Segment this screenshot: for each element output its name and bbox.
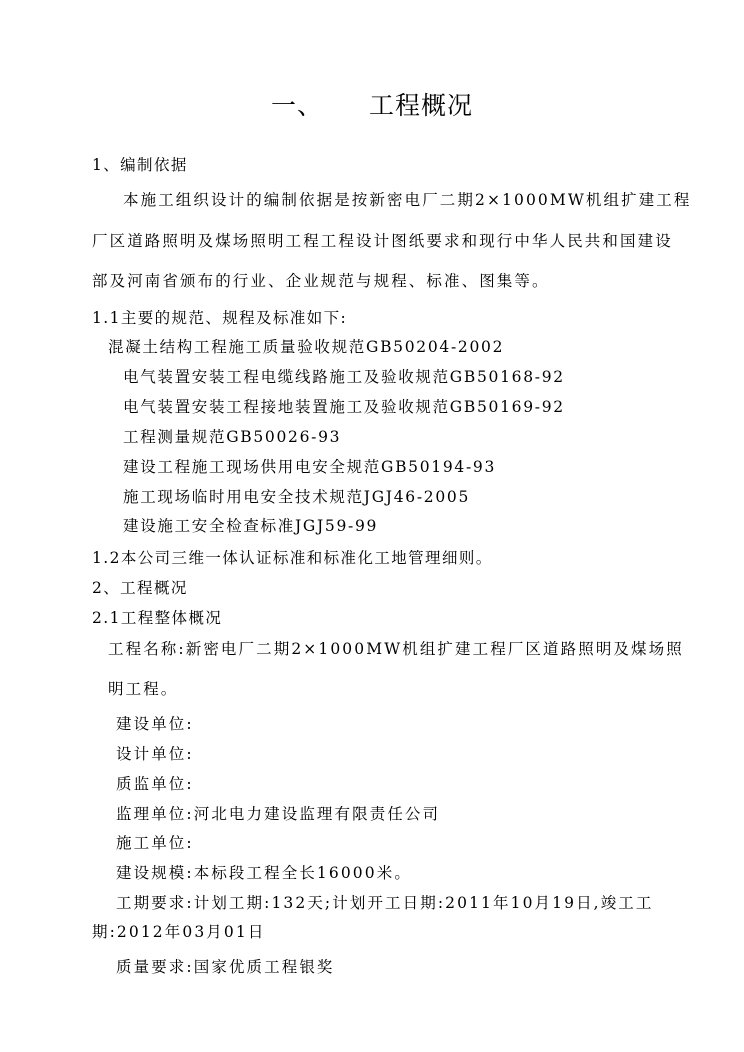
project-name-line-1: 工程名称:新密电厂二期2×1000MW机组扩建工程厂区道路照明及煤场照 (108, 640, 684, 658)
section-1-heading: 1、编制依据 (92, 156, 188, 174)
standard-item-1: 混凝土结构工程施工质量验收规范GB50204-2002 (108, 338, 505, 356)
design-unit: 设计单位: (116, 745, 194, 763)
section-1-2-text: 1.2本公司三维一体认证标准和标准化工地管理细则。 (92, 549, 493, 567)
construction-scale: 建设规模:本标段工程全长16000米。 (116, 864, 412, 882)
basis-paragraph-line-3: 部及河南省颁布的行业、企业规范与规程、标准、图集等。 (92, 272, 550, 290)
standard-item-3: 电气装置安装工程接地装置施工及验收规范GB50169-92 (123, 398, 565, 416)
section-2-1-heading: 2.1工程整体概况 (92, 609, 223, 627)
standard-item-5: 建设工程施工现场供用电安全规范GB50194-93 (123, 458, 497, 476)
supervision-unit: 监理单位:河北电力建设监理有限责任公司 (116, 805, 441, 823)
standard-item-2: 电气装置安装工程电缆线路施工及验收规范GB50168-92 (123, 368, 565, 386)
standard-item-4: 工程测量规范GB50026-93 (123, 428, 342, 446)
contractor-unit: 施工单位: (116, 834, 194, 852)
title-number: 一、 (270, 91, 323, 120)
schedule-line-2: 期:2012年03月01日 (92, 923, 266, 941)
basis-paragraph-line-1: 本施工组织设计的编制依据是按新密电厂二期2×1000MW机组扩建工程 (123, 191, 692, 209)
schedule-line-1: 工期要求:计划工期:132天;计划开工日期:2011年10月19日,竣工工 (116, 894, 654, 912)
title-text: 工程概况 (369, 91, 474, 120)
section-2-heading: 2、工程概况 (92, 579, 188, 597)
page-title (0, 86, 744, 122)
standard-item-6: 施工现场临时用电安全技术规范JGJ46-2005 (123, 488, 471, 506)
project-name-line-2: 明工程。 (108, 680, 179, 698)
construction-unit: 建设单位: (116, 715, 194, 733)
quality-requirement: 质量要求:国家优质工程银奖 (116, 958, 335, 976)
standard-item-7: 建设施工安全检查标准JGJ59-99 (123, 517, 379, 535)
section-1-1-heading: 1.1主要的规范、规程及标准如下: (92, 309, 348, 327)
basis-paragraph-line-2: 厂区道路照明及煤场照明工程工程设计图纸要求和现行中华人民共和国建设 (92, 232, 673, 250)
quality-supervision-unit: 质监单位: (116, 775, 194, 793)
